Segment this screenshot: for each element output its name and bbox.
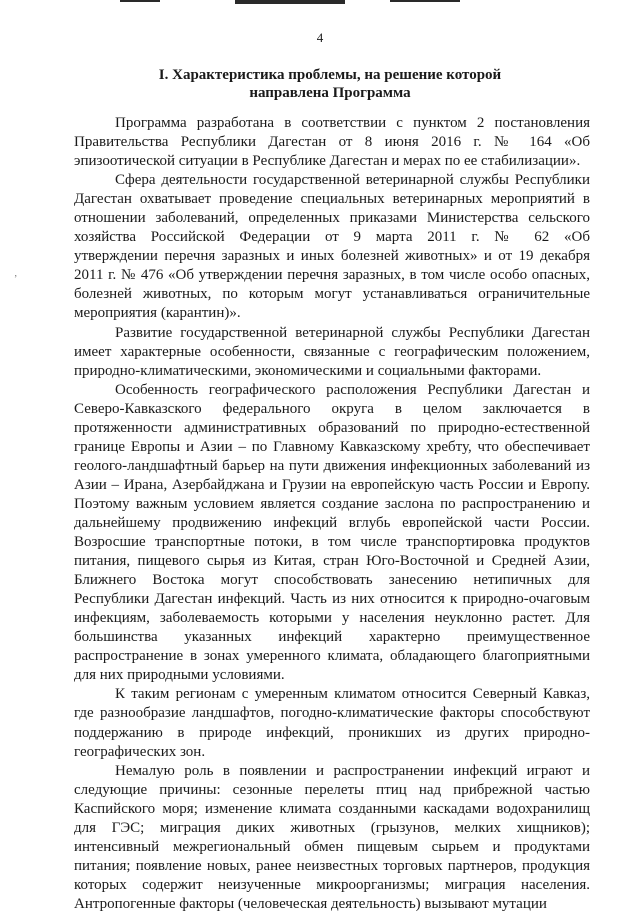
scan-artifact-top — [235, 0, 345, 4]
text-line: Ближнего Востока могут способствовать занесению нетипичных для — [74, 572, 590, 589]
text-line: питания, пищевого сырья из Китая, стран Юго-Восточной и Средней Азии, — [74, 553, 590, 570]
text-line: большинства указанных инфекций характерно преимущественное — [74, 629, 590, 646]
text-line: Развитие государственной ветеринарной службы Республики Дагестан — [115, 324, 590, 341]
text-line: Северо-Кавказского федерального округа в целом заключается в — [74, 400, 590, 417]
text-line: болезней животных, по которым могут устанавливаться ограничительные — [74, 286, 590, 303]
text-line: Каспийского моря; изменение климата созданными каскадами водохранилищ — [74, 800, 590, 817]
text-line: поддержанию в природе инфекций, проникших из других природно- — [74, 724, 590, 741]
paragraph — [74, 114, 590, 171]
text-line: питания; появление новых, ранее неизвестных торговых партнеров, продукция — [74, 857, 590, 874]
text-line: хозяйства Российской Федерации от 9 марта 2011 г. № 62 «Об — [74, 229, 590, 246]
text-line: мероприятия (карантин)». — [74, 305, 241, 322]
text-line: природно-климатическими, экономическими и социальными факторами. — [74, 362, 542, 379]
text-line: Республики Дагестан инфекций. Часть из них относится к природно-очаговым — [74, 591, 590, 608]
section-title-line: направлена Программа — [249, 85, 411, 101]
text-line: Правительства Республики Дагестан от 8 июня 2016 г. № 164 «Об — [74, 134, 590, 151]
scan-artifact-top — [390, 0, 460, 2]
text-line: отношении заболеваний, определенных приказами Министерства сельского — [74, 210, 590, 227]
text-line: которых содержит неизученные микроорганизмы; миграция населения. — [74, 876, 590, 893]
text-line: дальнейшему продвижению инфекций вглубь европейской части России. — [74, 514, 590, 531]
text-line: имеет характерные особенности, связанные с географическим положением, — [74, 343, 590, 360]
text-line: инфекциям, заболеваемость которыми у населения неуклонно растет. Для — [74, 610, 590, 627]
text-line: распространение в зонах умеренного климата, обладающего благоприятными — [74, 648, 590, 665]
text-line: для них природными условиями. — [74, 667, 285, 684]
text-line: границе Европы и Азии – по Главному Кавказскому хребту, что обеспечивает — [74, 438, 590, 455]
text-line: Немалую роль в появлении и распространении инфекций играют и — [115, 762, 590, 779]
text-line: для ГЭС; миграция диких животных (грызунов, мелких хищников); — [74, 819, 590, 836]
text-line: следующие причины: сезонные перелеты птиц над прибрежной частью — [74, 781, 590, 798]
paragraph — [74, 762, 590, 914]
text-line: Дагестан охватывает проведение специальных ветеринарных мероприятий в — [74, 191, 590, 208]
scan-artifact-top — [120, 0, 160, 2]
paragraph — [74, 685, 590, 761]
paragraph — [74, 171, 590, 323]
document-body — [74, 114, 590, 914]
text-line: протяженности административных образований по природно-естественной — [74, 419, 590, 436]
text-line: географических зон. — [74, 743, 206, 760]
text-line: 2011 г. № 476 «Об утверждении перечня заразных, в том числе особо опасных, — [74, 267, 590, 284]
paragraph — [74, 324, 590, 381]
margin-mark: ‚ — [14, 268, 18, 279]
text-line: Поэтому важным условием является создание заслона по распространению и — [74, 495, 590, 512]
text-line: К таким регионам с умеренным климатом относится Северный Кавказ, — [115, 686, 590, 703]
text-line: Антропогенные факторы (человеческая деятельность) вызывают мутации — [74, 895, 547, 912]
section-title-line: I. Характеристика проблемы, на решение которой — [158, 67, 502, 83]
text-line: где разнообразие ландшафтов, погодно-климатические факторы способствуют — [74, 705, 590, 722]
text-line: геолого-ландшафтный барьер на пути движения инфекционных заболеваний из — [74, 457, 590, 474]
text-line: утверждении перечня заразных и иных болезней животных» и от 19 декабря — [74, 248, 590, 265]
text-line: интенсивный межрегиональный обмен пищевым сырьем и продуктами — [74, 838, 590, 855]
section-title — [60, 66, 600, 102]
text-line: эпизоотической ситуации в Республике Дагестан и мерах по ее стабилизации». — [74, 153, 581, 170]
text-line: Возросшие транспортные потоки, в том числе транспортировка продуктов — [74, 534, 590, 551]
text-line: Сфера деятельности государственной ветеринарной службы Республики — [115, 172, 590, 189]
paragraph — [74, 381, 590, 686]
text-line: Азии – Ирана, Азербайджана и Грузии на европейскую часть России и Европу. — [74, 476, 590, 493]
text-line: Особенность географического расположения Республики Дагестан и — [115, 381, 590, 398]
page-number: 4 — [316, 30, 324, 45]
text-line: Программа разработана в соответствии с пунктом 2 постановления — [115, 115, 590, 131]
